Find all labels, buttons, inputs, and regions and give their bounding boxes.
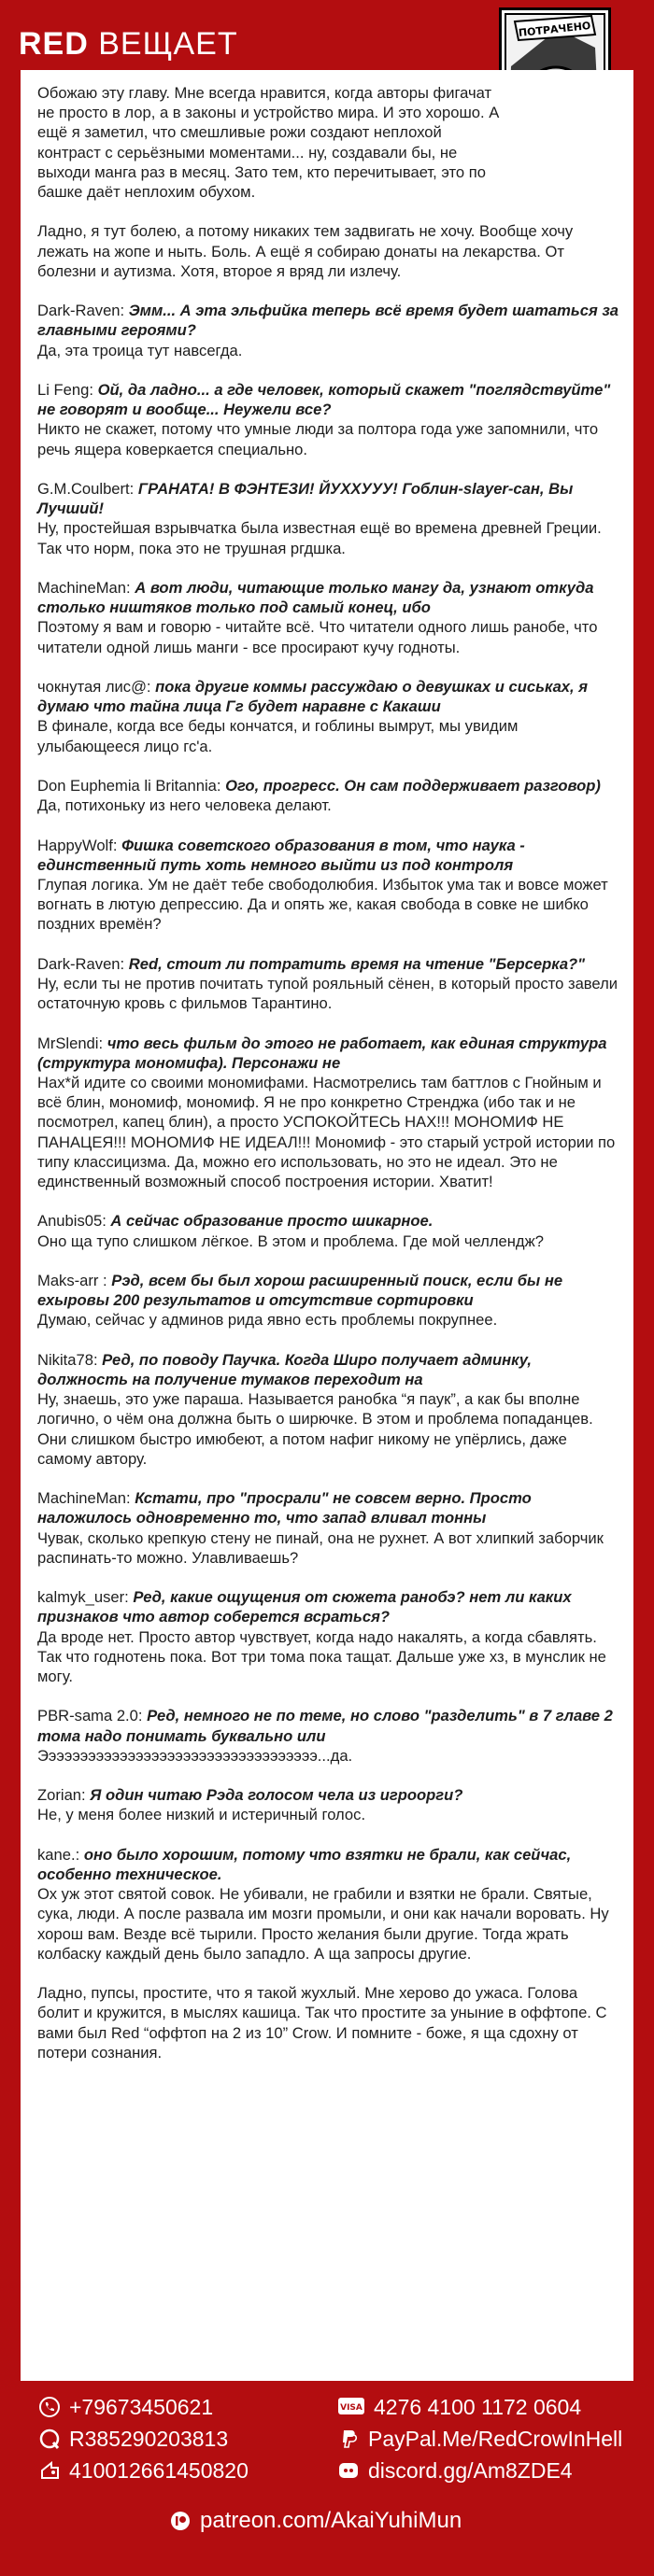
- discord-icon: [338, 2460, 359, 2481]
- visa-number: 4276 4100 1172 0604: [374, 2395, 582, 2419]
- comment-answer: Нах*й идите со своими мономифами. Насмотрелись там баттлов с Гнойным и всё блин, мономиф, мономиф. Я не про конкретно Стренджа (ибо так и не посмотрел, капец блин), а просто УСПОКОЙТЕСЬ НАХ!!! МОНОМИФ НЕ ПАНАЦЕЯ!!! МОНОМИФ НЕ ИДЕАЛ!!! Мономиф - это старый устрой истории по типу классицизма. Да, можно его использовать, но это не идеал. Это не единственный возможный способ построения истории. Хватит!: [37, 1074, 616, 1191]
- intro-paragraph-1: Обожаю эту главу. Мне всегда нравится, когда авторы фигачат не просто в лор, а в законы и устройство мира. И это хорошо. А ещё я заметил, что смешливые рожи создают неплохой контраст с серьёзными моментами... ну, создавали бы, не выходи манга раз в месяц. Зато тем, кто перечитывает, это по башке даёт неплохим обухом.: [37, 84, 500, 202]
- comment-block: [37, 1211, 620, 1250]
- comment-author: HappyWolf:: [37, 836, 122, 854]
- qiwi-contact[interactable]: [39, 2427, 228, 2451]
- footer-contacts: [0, 2386, 654, 2576]
- comment-author: Maks-arr :: [37, 1272, 112, 1289]
- comment-answer: В финале, когда все беды кончатся, и гоблины вымрут, мы увидим улыбающееся лицо гс'а.: [37, 717, 519, 755]
- comment-question: Red, стоит ли потратить время на чтение "Берсерка?": [128, 954, 586, 973]
- comment-block: [37, 1706, 620, 1766]
- discord-contact[interactable]: [338, 2458, 573, 2483]
- paypal-icon: [338, 2428, 359, 2449]
- patreon-link: patreon.com/AkaiYuhiMun: [200, 2508, 462, 2533]
- patreon-contact[interactable]: [170, 2509, 462, 2533]
- comment-question: Ред, по поводу Паучка. Когда Широ получает админку, должность на получение тумаков переходит на: [37, 1350, 532, 1388]
- discord-link: discord.gg/Am8ZDE4: [368, 2458, 573, 2483]
- comment-question: Ого, прогресс. Он сам поддерживает разговор): [225, 777, 601, 795]
- comment-answer: Чувак, сколько крепкую стену не пинай, она не рухнет. А вот хлипкий заборчик распинать-то можно. Улавливаешь?: [37, 1528, 604, 1567]
- comment-author: MrSlendi:: [37, 1034, 107, 1052]
- comment-author: MachineMan:: [37, 579, 135, 597]
- brand-bold: RED: [19, 26, 89, 62]
- comment-block: [37, 1271, 620, 1330]
- comment-question: А сейчас образование просто шикарное.: [110, 1212, 434, 1231]
- comment-author: Zorian:: [37, 1786, 91, 1805]
- comment-question: Ой, да ладно... а где человек, который скажет "поглядствуйте" не говорят и вообще... Неужели все?: [37, 381, 611, 419]
- comment-block: [37, 954, 620, 1014]
- visa-icon: [338, 2397, 364, 2417]
- comment-author: MachineMan:: [37, 1489, 135, 1508]
- comment-block: [37, 776, 620, 815]
- comment-question: ГРАНАТА! В ФЭНТЕЗИ! ЙУХХУУУ! Гоблин-slayer-сан, Вы Лучший!: [37, 480, 574, 518]
- comment-answer: Оно ща тупо слишком лёгкое. В этом и проблема. Где мой челлендж?: [37, 1232, 544, 1250]
- comment-question: Рэд, всем бы был хорош расширенный поиск, если бы не ехыровы 200 результатов и отсутствие сортировки: [37, 1272, 563, 1310]
- comment-answer: Никто не скажет, потому что умные люди за полтора года уже запомнили, что речь ящера коверкается специально.: [37, 420, 599, 458]
- comment-answer: Глупая логика. Ум не даёт тебе свободолюбия. Избыток ума так и вовсе может вогнать в лютую депрессию. Да и опять же, какая свобода в совке не шибко поздних времён?: [37, 876, 608, 934]
- comment-author: kane.:: [37, 1845, 84, 1864]
- qiwi-number: R385290203813: [69, 2427, 229, 2451]
- avatar-caption: ПОТРАЧЕНО: [518, 19, 591, 40]
- qiwi-icon: [39, 2428, 60, 2449]
- comment-block: [37, 1488, 620, 1568]
- comment-author: Anubis05:: [37, 1212, 111, 1231]
- patreon-icon: [170, 2511, 191, 2531]
- comment-author: Dark-Raven:: [37, 302, 129, 320]
- comment-block: [37, 479, 620, 558]
- phone-icon: [39, 2397, 60, 2417]
- yandex-money-icon: [39, 2460, 60, 2481]
- comment-author: G.M.Coulbert:: [37, 480, 138, 498]
- comment-answer: Да вроде нет. Просто автор чувствует, когда надо накалять, а когда сбавлять. Так что годнотень пока. Вот три тома пока тащат. Дальше уже хз, в мунслик не могу.: [37, 1627, 606, 1686]
- svg-text:VISA: VISA: [340, 2403, 363, 2413]
- comment-block: [37, 1350, 620, 1469]
- comment-answer: Думаю, сейчас у админов рида явно есть проблемы покрупнее.: [37, 1311, 498, 1330]
- comment-author: Dark-Raven:: [37, 954, 129, 973]
- comment-question: пока другие коммы рассуждаю о девушках и сиськах, я думаю что тайна лица Гг будет наравне с Какаши: [37, 678, 589, 716]
- comment-question: Эмм... А эта эльфийка теперь всё время будет шататься за главными героями?: [37, 302, 619, 340]
- comment-block: [37, 301, 620, 360]
- comment-block: [37, 380, 620, 459]
- comment-question: Ред, немного не по теме, но слово "разделить" в 7 главе 2 тома надо понимать буквально или: [37, 1707, 613, 1745]
- comment-author: чокнутая лис@:: [37, 678, 156, 696]
- comment-question: А вот люди, читающие только мангу да, узнают откуда столько ништяков только под самый конец, ибо: [37, 579, 594, 617]
- yandex-contact[interactable]: [39, 2458, 249, 2483]
- comment-question: Я один читаю Рэда голосом челa из игроорги?: [90, 1786, 463, 1805]
- brand-title: [19, 28, 238, 60]
- comment-block: [37, 677, 620, 756]
- comment-answer: Да, потихоньку из него человека делают.: [37, 796, 332, 815]
- paypal-contact[interactable]: [338, 2427, 622, 2451]
- comment-block: [37, 836, 620, 935]
- visa-contact[interactable]: [338, 2395, 581, 2419]
- intro-paragraph-2: Ладно, я тут болею, а потому никаких тем задвигать не хочу. Вообще хочу лежать на жопе и ныть. Боль. А ещё я собираю донаты на лекарства. От болезни и аутизма. Хотя, второе я вряд ли излечу.: [37, 222, 574, 280]
- comment-answer: Ну, знаешь, это уже параша. Называется ранобка “я паук”, а как бы вполне логично, о чём она должна быть о ширючке. В этом и проблема попаданцев. Они слишком быстро имюбеют, а потом нафиг никому не упёрлись, даже самому автору.: [37, 1390, 593, 1468]
- header: [0, 0, 654, 65]
- comment-question: оно было хорошим, потому что взятки не брали, как сейчас, особенно техническое.: [37, 1845, 572, 1883]
- comments-list: [37, 301, 620, 1964]
- phone-number: +79673450621: [69, 2395, 214, 2419]
- comment-author: Nikita78:: [37, 1350, 103, 1369]
- comment-block: [37, 1785, 620, 1824]
- main-text-panel: [21, 70, 633, 2381]
- comment-answer: Эээээээээээээээээээээээээээээээээээ...да.: [37, 1746, 353, 1765]
- comment-block: [37, 1034, 620, 1192]
- comment-question: Кстати, про "просрали" не совсем верно. Просто наложилось одновременно то, что запад вливал тонны: [37, 1489, 532, 1527]
- phone-contact[interactable]: [39, 2395, 213, 2419]
- comment-author: PBR-sama 2.0:: [37, 1707, 148, 1725]
- comment-question: что весь фильм до этого не работает, как единая структура (структура мономифа). Персонажи не: [37, 1034, 607, 1072]
- comment-question: Ред, какие ощущения от сюжета ранобэ? нет ли каких признаков что автор соберется всраться?: [37, 1588, 572, 1626]
- comment-block: [37, 1587, 620, 1686]
- comment-block: [37, 1845, 620, 1964]
- comment-author: Li Feng:: [37, 381, 98, 399]
- comment-question: Фишка советского образования в том, что наука - единственный путь хоть немного выйти из под контроля: [37, 836, 525, 874]
- comment-answer: Да, эта троица тут навсегда.: [37, 341, 243, 359]
- comment-answer: Ну, если ты не против почитать тупой рояльный сёнен, в который просто завели остаточную кровь с фильмов Тарантино.: [37, 975, 618, 1013]
- comment-answer: Ну, простейшая взрывчатка была известная ещё во времена древней Греции. Так что норм, пока это не трушная ргдшка.: [37, 519, 602, 557]
- comment-answer: Поэтому я вам и говорю - читайте всё. Что читатели одного лишь ранобе, что читатели одной лишь манги - все просирают кучу годноты.: [37, 618, 598, 656]
- comment-answer: Ох уж этот святой совок. Не убивали, не грабили и взятки не брали. Святые, сука, люди. А после развала им мозги промыли, и они как начали воровать. Ну хорош вам. Везде всё тырили. Просто желания были другие. Тогда жрать колбаску каждый день было западло. А ща запросы другие.: [37, 1885, 609, 1963]
- comment-block: [37, 578, 620, 657]
- comment-author: Don Euphemia li Britannia:: [37, 777, 226, 795]
- paypal-link: PayPal.Me/RedCrowInHell: [368, 2427, 623, 2451]
- yandex-number: 410012661450820: [69, 2458, 249, 2483]
- outro-paragraph: Ладно, пупсы, простите, что я такой жухлый. Мне херово до ужаса. Голова болит и кружится, в мыслях кашица. Так что простите за уныние в оффтопе. С вами был Red “оффтоп на 2 из 10” Crow. И помните - боже, я ща сдохну от потери сознания.: [37, 1984, 607, 2062]
- brand-light: ВЕЩАЕТ: [88, 26, 238, 62]
- comment-answer: Не, у меня более низкий и истеричный голос.: [37, 1806, 366, 1824]
- comment-author: kalmyk_user:: [37, 1588, 134, 1607]
